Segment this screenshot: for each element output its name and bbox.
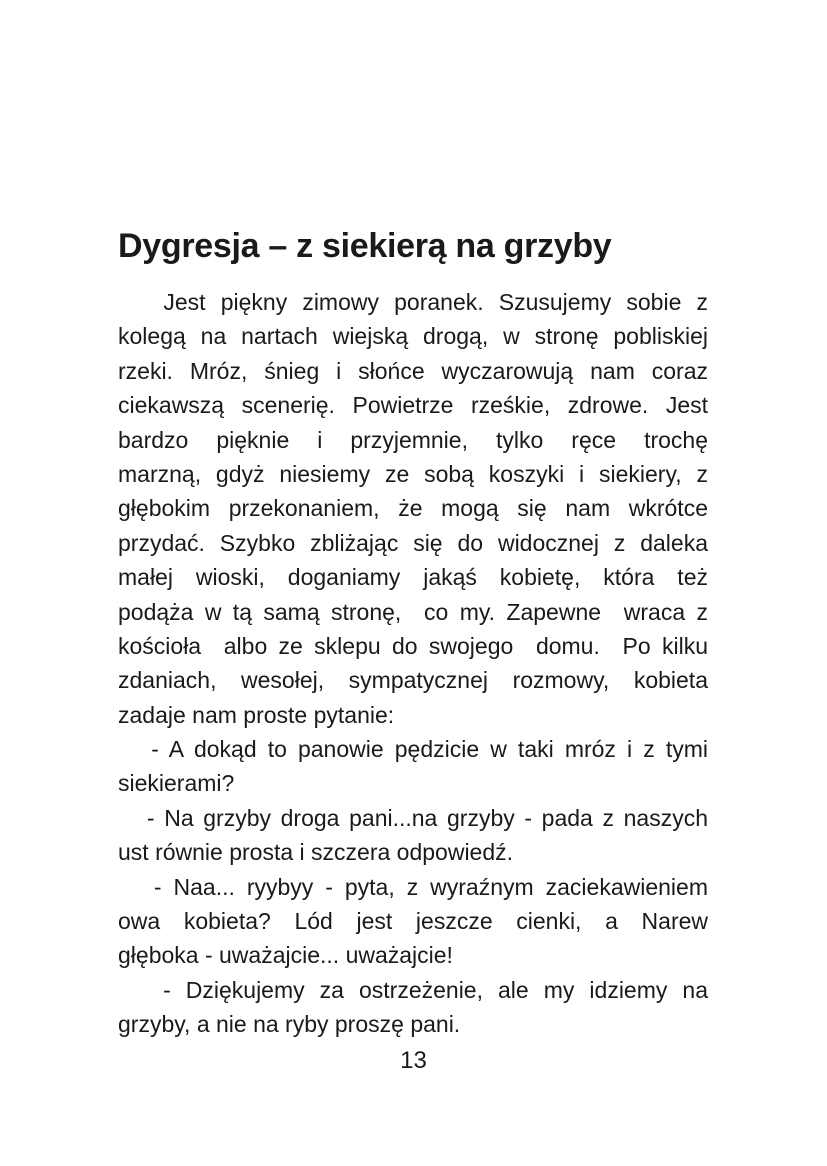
chapter-title: Dygresja – z siekierą na grzyby bbox=[118, 227, 612, 265]
text-line: zadaje nam proste pytanie: bbox=[118, 701, 395, 728]
text-line: zdaniach, wesołej, sympatycznej rozmowy, kobieta bbox=[118, 667, 708, 694]
text-line: grzyby, a nie na ryby proszę pani. bbox=[118, 1011, 461, 1038]
body-text bbox=[118, 285, 708, 1042]
page-number: 13 bbox=[400, 1047, 427, 1074]
text-line: głęboka - uważajcie... uważajcie! bbox=[118, 942, 453, 969]
text-line: ust równie prosta i szczera odpowiedź. bbox=[118, 839, 514, 866]
text-line: kolegą na nartach wiejską drogą, w stronę pobliskiej bbox=[118, 323, 708, 350]
text-line: owa kobieta? Lód jest jeszcze cienki, a Narew bbox=[118, 908, 708, 935]
text-line: Jest piękny zimowy poranek. Szusujemy sobie z bbox=[118, 289, 708, 315]
text-line: - Dziękujemy za ostrzeżenie, ale my idziemy na bbox=[118, 976, 708, 1003]
text-line: podąża w tą samą stronę, co my. Zapewne wraca z bbox=[118, 598, 708, 625]
text-line: - A dokąd to panowie pędzicie w taki mróz i z tymi bbox=[118, 736, 708, 763]
text-line: kościoła albo ze sklepu do swojego domu. Po kilku bbox=[118, 632, 708, 659]
text-line: siekierami? bbox=[118, 770, 235, 797]
text-line: - Na grzyby droga pani...na grzyby - pada z naszych bbox=[118, 804, 708, 831]
text-line: małej wioski, doganiamy jakąś kobietę, która też bbox=[118, 564, 708, 591]
text-line: rzeki. Mróz, śnieg i słońce wyczarowują nam coraz bbox=[118, 357, 708, 384]
text-line: głębokim przekonaniem, że mogą się nam wkrótce bbox=[118, 495, 708, 522]
text-line: bardzo pięknie i przyjemnie, tylko ręce trochę bbox=[118, 426, 708, 453]
text-line: - Naa... ryybyy - pyta, z wyraźnym zaciekawieniem bbox=[118, 873, 708, 900]
text-line: marzną, gdyż niesiemy ze sobą koszyki i siekiery, z bbox=[118, 460, 708, 487]
text-line: przydać. Szybko zbliżając się do widocznej z daleka bbox=[118, 529, 708, 556]
text-line: ciekawszą scenerię. Powietrze rześkie, zdrowe. Jest bbox=[118, 392, 708, 419]
